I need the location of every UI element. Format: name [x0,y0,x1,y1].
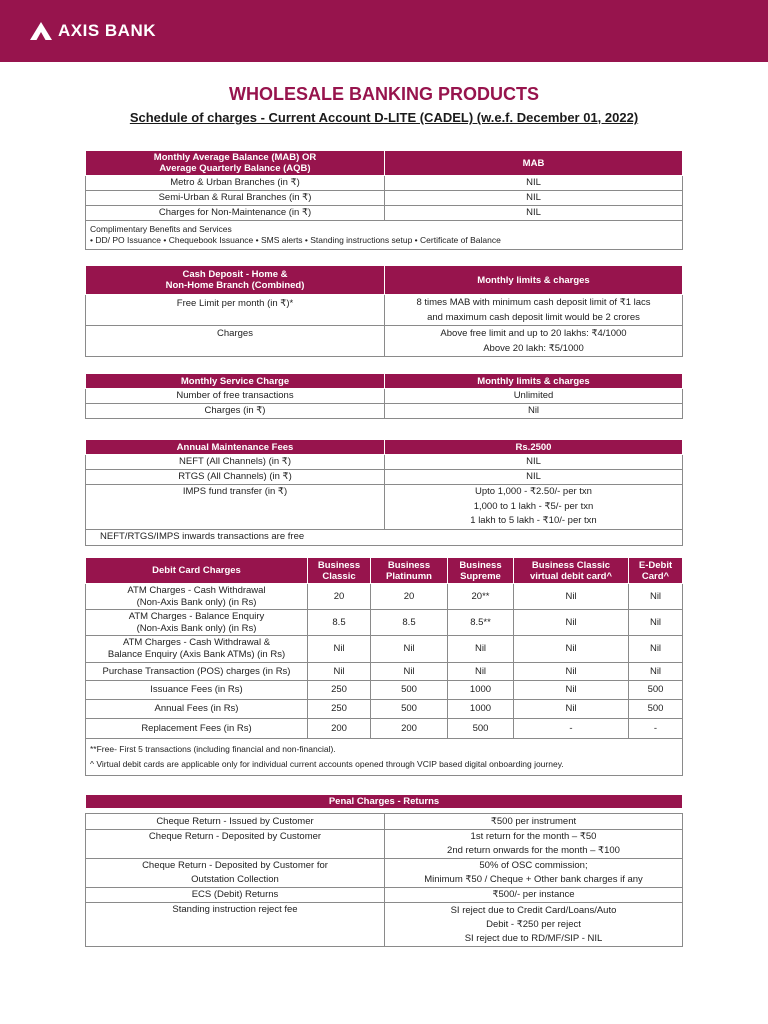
amf-header-left: Annual Maintenance Fees [86,440,385,455]
row-value: ₹500 per instrument [385,814,683,830]
cell: Nil [308,663,371,681]
table-row [86,584,683,610]
cell: 20 [308,584,371,610]
row-value: SI reject due to Credit Card/Loans/Auto Debit - ₹250 per reject SI reject due to RD/MF/SIP - NIL [385,903,683,947]
cell: 500 [371,700,448,719]
row-label: Metro & Urban Branches (in ₹) [86,176,385,191]
amf-table [85,439,683,546]
cell: Nil [371,663,448,681]
row-value: 50% of OSC commission; Minimum ₹50 / Cheque + Other bank charges if any [385,859,683,888]
table-row [86,830,683,859]
cell: Nil [629,663,683,681]
cell: Nil [514,610,629,636]
table-row [86,191,683,206]
cash-header-right: Monthly limits & charges [385,266,683,295]
row-label: Free Limit per month (in ₹)* [86,295,385,326]
cell: - [514,719,629,739]
table-row [86,404,683,419]
table-row [86,859,683,888]
header-band [0,0,768,62]
row-label: Cheque Return - Issued by Customer [86,814,385,830]
table-row [86,389,683,404]
debit-header-classic: Business Classic [308,558,371,584]
debit-header-virtual: Business Classic virtual debit card^ [514,558,629,584]
cell: Nil [448,636,514,663]
penal-header: Penal Charges - Returns [86,795,683,809]
cell: 250 [308,681,371,700]
brand-name: AXIS BANK [58,21,157,40]
cash-header-left: Cash Deposit - Home & Non-Home Branch (Combined) [86,266,385,295]
table-row [86,485,683,530]
cell: 500 [629,681,683,700]
row-label: Issuance Fees (in Rs) [86,681,308,700]
cell: 250 [308,700,371,719]
row-value: Upto 1,000 - ₹2.50/- per txn 1,000 to 1 lakh - ₹5/- per txn 1 lakh to 5 lakh - ₹10/- per txn [385,485,683,530]
row-label: Semi-Urban & Rural Branches (in ₹) [86,191,385,206]
row-label: Charges for Non-Maintenance (in ₹) [86,206,385,221]
cell: 8.5** [448,610,514,636]
brand-logo[interactable] [30,14,156,48]
table-row [86,700,683,719]
penal-charges-table [85,794,683,947]
mab-header-left: Monthly Average Balance (MAB) OR Average Quarterly Balance (AQB) [86,151,385,176]
row-label: RTGS (All Channels) (in ₹) [86,470,385,485]
row-label: Standing instruction reject fee [86,903,385,947]
cell: 500 [371,681,448,700]
cell: Nil [514,584,629,610]
table-row [86,610,683,636]
page-title: WHOLESALE BANKING PRODUCTS [229,84,539,104]
row-value: ₹500/- per instance [385,888,683,903]
table-row [86,455,683,470]
table-row [86,470,683,485]
row-value: NIL [385,191,683,206]
row-label: IMPS fund transfer (in ₹) [86,485,385,530]
row-label: Replacement Fees (in Rs) [86,719,308,739]
debit-header-label: Debit Card Charges [86,558,308,584]
service-header-left: Monthly Service Charge [86,374,385,389]
row-value: NIL [385,176,683,191]
cell: Nil [629,610,683,636]
amf-header-right: Rs.2500 [385,440,683,455]
cell: 500 [448,719,514,739]
row-label: ECS (Debit) Returns [86,888,385,903]
cell: Nil [371,636,448,663]
cell: Nil [514,663,629,681]
table-row [86,663,683,681]
row-value: NIL [385,470,683,485]
row-value: Nil [385,404,683,419]
mab-table [85,150,683,250]
row-label: ATM Charges - Cash Withdrawal (Non-Axis Bank only) (in Rs) [86,584,308,610]
row-label: Cheque Return - Deposited by Customer for Outstation Collection [86,859,385,888]
table-row [86,206,683,221]
table-row [86,814,683,830]
table-row [86,176,683,191]
page-subtitle: Schedule of charges - Current Account D-LITE (CADEL) (w.e.f. December 01, 2022) [129,110,639,125]
row-value: 1st return for the month – ₹50 2nd return onwards for the month – ₹100 [385,830,683,859]
cell: 8.5 [308,610,371,636]
mab-header-right: MAB [385,151,683,176]
table-row [86,681,683,700]
cell: 1000 [448,681,514,700]
debit-notes: **Free- First 5 transactions (including financial and non-financial). ^ Virtual debit cards are applicable only for individual current accounts opened through VCIP based digital onboarding journey. [86,739,683,776]
cash-deposit-table [85,265,683,357]
debit-header-edebit: E-Debit Card^ [629,558,683,584]
table-row [86,636,683,663]
cell: 500 [629,700,683,719]
row-label: ATM Charges - Cash Withdrawal & Balance Enquiry (Axis Bank ATMs) (in Rs) [86,636,308,663]
table-row [86,903,683,947]
row-label: ATM Charges - Balance Enquiry (Non-Axis Bank only) (in Rs) [86,610,308,636]
cell: Nil [308,636,371,663]
table-row [86,326,683,357]
row-label: NEFT (All Channels) (in ₹) [86,455,385,470]
service-charge-table [85,373,683,419]
table-row [86,719,683,739]
axis-bank-logo-icon [30,22,52,40]
cell: 200 [371,719,448,739]
service-header-right: Monthly limits & charges [385,374,683,389]
cell: Nil [448,663,514,681]
benefits-note: Complimentary Benefits and Services • DD/ PO Issuance • Chequebook Issuance • SMS alerts • Standing instructions setup • Certificate of Balance [86,221,683,250]
table-row [86,295,683,326]
cell: 1000 [448,700,514,719]
row-value: Above free limit and up to 20 lakhs: ₹4/1000 Above 20 lakh: ₹5/1000 [385,326,683,357]
cell: Nil [629,636,683,663]
row-label: Charges [86,326,385,357]
row-label: Annual Fees (in Rs) [86,700,308,719]
row-value: NIL [385,455,683,470]
cell: Nil [514,700,629,719]
inward-note: NEFT/RTGS/IMPS inwards transactions are free [86,529,683,545]
row-label: Purchase Transaction (POS) charges (in Rs) [86,663,308,681]
cell: 20** [448,584,514,610]
debit-card-table [85,557,683,776]
row-label: Charges (in ₹) [86,404,385,419]
table-row [86,888,683,903]
cell: Nil [514,636,629,663]
cell: 200 [308,719,371,739]
row-label: Number of free transactions [86,389,385,404]
cell: 20 [371,584,448,610]
row-value: 8 times MAB with minimum cash deposit limit of ₹1 lacs and maximum cash deposit limit would be 2 crores [385,295,683,326]
cell: - [629,719,683,739]
cell: Nil [514,681,629,700]
row-value: NIL [385,206,683,221]
cell: Nil [629,584,683,610]
row-label: Cheque Return - Deposited by Customer [86,830,385,859]
debit-header-supreme: Business Supreme [448,558,514,584]
debit-header-platinum: Business Platinumn [371,558,448,584]
row-value: Unlimited [385,389,683,404]
cell: 8.5 [371,610,448,636]
